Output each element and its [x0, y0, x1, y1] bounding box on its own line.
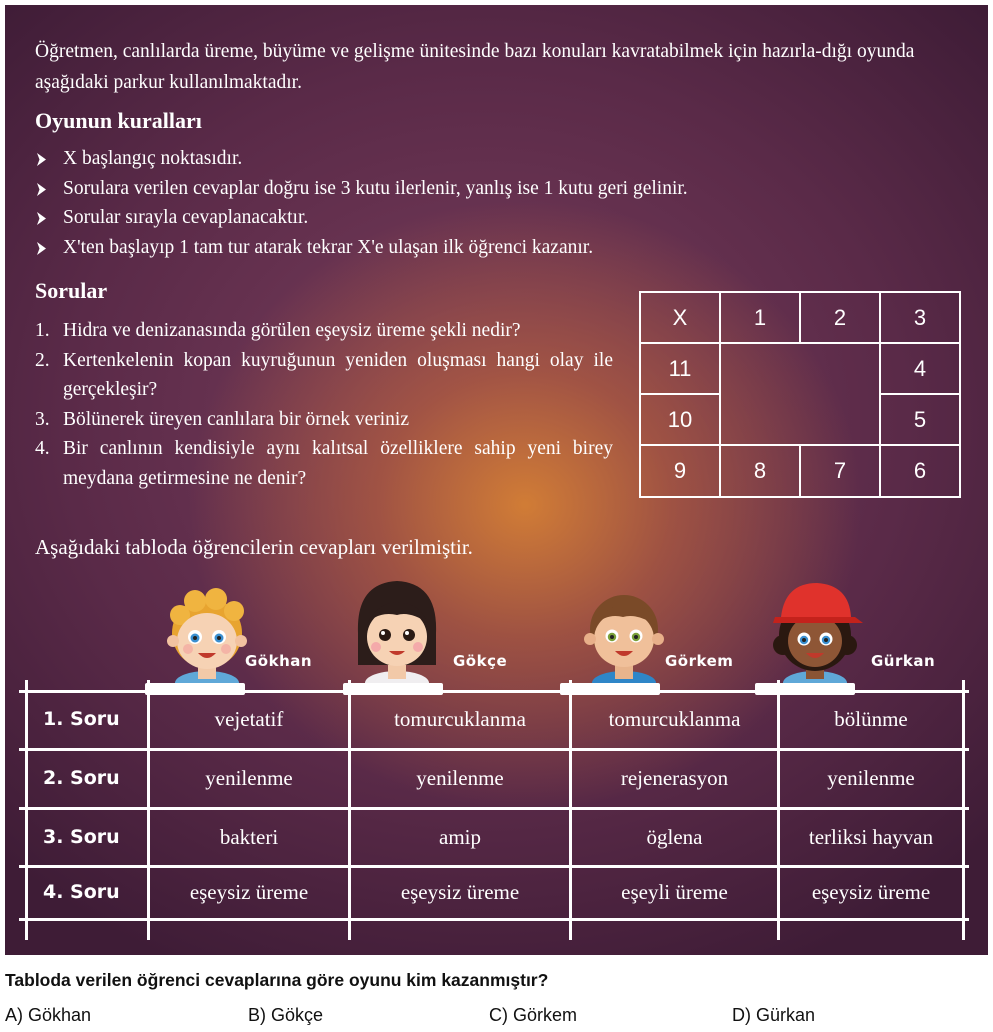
table-line — [19, 690, 969, 693]
questions-list — [35, 316, 613, 493]
bullet-arrow-icon — [35, 183, 48, 196]
board-cell: 9 — [639, 444, 721, 498]
row-label: 3. Soru — [43, 826, 120, 848]
answers-table — [19, 680, 969, 940]
board-cell: 4 — [879, 342, 961, 395]
intro-text: Öğretmen, canlılarda üreme, büyüme ve gelişme ünitesinde bazı konuları kavratabilmek için hazırla-dığı oyunda aşağıdaki parkur kullanılmaktadır. — [35, 41, 915, 93]
rule-item: Sorular sırayla cevaplanacaktır. — [35, 203, 965, 233]
question-item: 4. Bir canlının kendisiyle aynı kalıtsal özelliklere sahip yeni birey meydana getirmesine ne denir? — [35, 438, 613, 489]
answer-cell: yenilenme — [205, 765, 293, 790]
board-cell: 2 — [799, 291, 881, 344]
board-cell: X — [639, 291, 721, 344]
table-line — [962, 680, 965, 940]
board-cell: 3 — [879, 291, 961, 344]
board-cell: 10 — [639, 393, 721, 446]
table-line — [25, 680, 28, 940]
answer-cell: tomurcuklanma — [394, 706, 526, 731]
bullet-arrow-icon — [35, 153, 48, 166]
question-item: 1. Hidra ve denizanasında görülen eşeysiz üreme şekli nedir? — [35, 320, 521, 341]
content-panel — [5, 5, 988, 955]
bullet-arrow-icon — [35, 242, 48, 255]
student-avatar-gurkan — [765, 579, 865, 690]
question-item: 2. Kertenkelenin kopan kuyruğunun yeniden oluşması hangi olay ile gerçekleşir? — [35, 349, 613, 400]
board-cell: 1 — [719, 291, 801, 344]
answer-cell: bakteri — [219, 824, 279, 849]
row-label: 2. Soru — [43, 767, 120, 789]
board-cell: 11 — [639, 342, 721, 395]
row-label: 4. Soru — [43, 881, 120, 903]
answer-cell: eşeyli üreme — [621, 879, 728, 904]
option-b[interactable]: B) Gökçe — [248, 1005, 324, 1025]
answer-cell: öglena — [646, 824, 703, 849]
student-avatar-gokhan — [160, 575, 255, 690]
student-avatar-gorkem — [577, 579, 672, 690]
row-label: 1. Soru — [43, 708, 120, 730]
option-c[interactable]: C) Görkem — [489, 1005, 578, 1025]
answer-cell: eşeysiz üreme — [400, 879, 520, 904]
table-intro: Aşağıdaki tabloda öğrencilerin cevapları verilmiştir. — [35, 535, 473, 559]
rule-item: X'ten başlayıp 1 tam tur atarak tekrar X'e ulaşan ilk öğrenci kazanır. — [35, 233, 965, 263]
rule-item: X başlangıç noktasıdır. — [35, 144, 965, 174]
rules-list — [35, 144, 965, 262]
bullet-arrow-icon — [35, 212, 48, 225]
answer-cell: rejenerasyon — [620, 765, 729, 790]
rule-item: Sorulara verilen cevaplar doğru ise 3 kutu ilerlenir, yanlış ise 1 kutu geri gelinir. — [35, 174, 965, 204]
student-name: Gökçe — [453, 652, 508, 670]
answer-cell: terliksi hayvan — [808, 824, 934, 849]
game-board — [639, 291, 961, 498]
board-cell: 8 — [719, 444, 801, 498]
table-line — [19, 748, 969, 751]
student-name: Gökhan — [245, 652, 313, 670]
board-cell: 5 — [879, 393, 961, 446]
student-name: Görkem — [665, 652, 734, 670]
student-name: Gürkan — [871, 652, 936, 670]
answer-cell: eşeysiz üreme — [189, 879, 309, 904]
answer-cell: yenilenme — [827, 765, 915, 790]
student-avatar-gokce — [350, 573, 445, 690]
answer-cell: bölünme — [834, 706, 908, 731]
rules-heading: Oyunun kuralları — [35, 108, 202, 133]
answer-cell: amip — [439, 824, 481, 849]
answer-cell: yenilenme — [416, 765, 504, 790]
option-d[interactable]: D) Gürkan — [732, 1005, 816, 1025]
board-cell: 6 — [879, 444, 961, 498]
question-stem: Tabloda verilen öğrenci cevaplarına göre oyunu kim kazanmıştır? — [5, 970, 549, 990]
question-item: 3. Bölünerek üreyen canlılara bir örnek veriniz — [35, 408, 409, 430]
table-line — [19, 807, 969, 810]
questions-heading: Sorular — [35, 278, 108, 303]
table-line — [19, 918, 969, 921]
answer-cell: tomurcuklanma — [608, 706, 741, 731]
answer-cell: eşeysiz üreme — [811, 879, 931, 904]
option-a[interactable]: A) Gökhan — [5, 1005, 92, 1025]
board-cell: 7 — [799, 444, 881, 498]
answer-cell: vejetatif — [214, 706, 284, 731]
